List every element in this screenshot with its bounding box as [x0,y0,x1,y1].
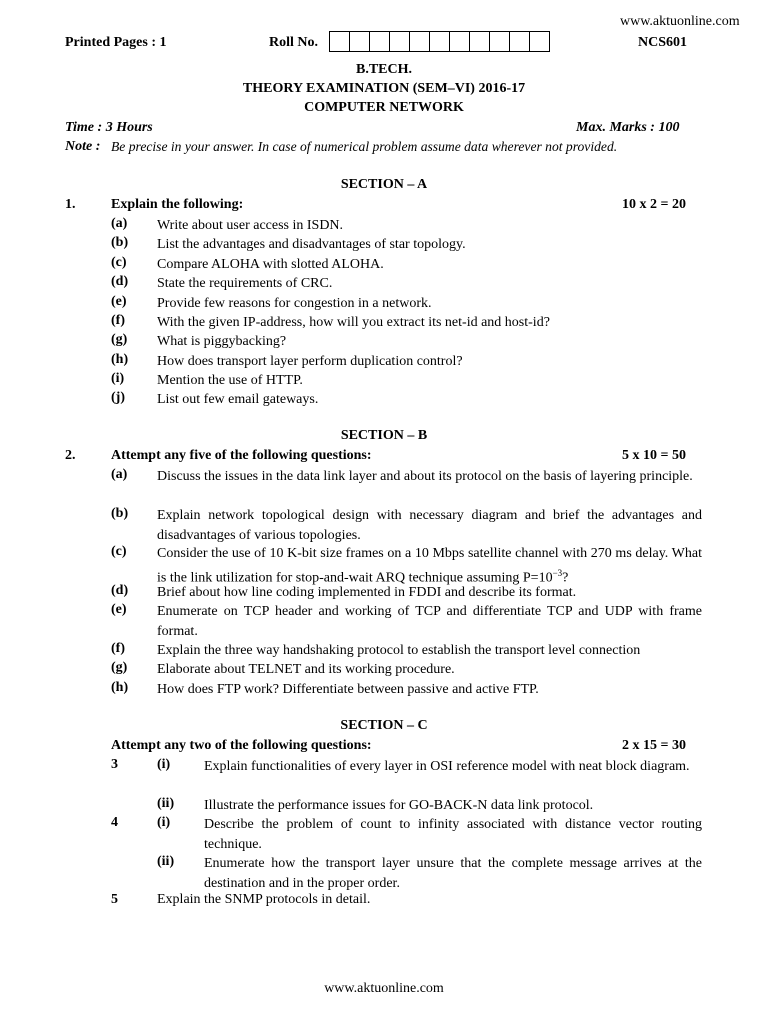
website-footer: www.aktuonline.com [324,981,444,996]
question-2-number: 2. [65,448,76,463]
roll-no-boxes [329,31,550,52]
question-3-number: 3 [111,757,118,772]
time-label: Time : 3 Hours [65,120,153,135]
section-b-title: SECTION – B [340,428,428,443]
printed-pages: Printed Pages : 1 [65,35,167,50]
subject-title: COMPUTER NETWORK [304,100,464,115]
website-top: www.aktuonline.com [620,14,740,29]
degree: B.TECH. [355,62,412,77]
section-c-title: SECTION – C [340,718,428,733]
section-b-marks: 5 x 10 = 50 [622,448,686,463]
section-c-marks: 2 x 15 = 30 [622,738,686,753]
note-label: Note : [65,139,101,154]
question-1-number: 1. [65,197,76,212]
max-marks: Max. Marks : 100 [576,120,680,135]
section-a-marks: 10 x 2 = 20 [622,197,686,212]
section-a-instruction: Explain the following: [111,197,244,212]
section-a-title: SECTION – A [340,177,428,192]
question-5-text: Explain the SNMP protocols in detail. [157,892,371,907]
note-text: Be precise in your answer. In case of numerical problem assume data wherever not provided. [111,139,618,154]
section-b-instruction: Attempt any five of the following questions: [111,448,372,463]
exam-title: THEORY EXAMINATION (SEM–VI) 2016-17 [242,81,526,96]
paper-code: NCS601 [638,35,688,50]
question-5-number: 5 [111,892,118,907]
question-4-number: 4 [111,815,118,830]
roll-no-label: Roll No. [269,35,318,50]
section-c-instruction: Attempt any two of the following questions: [111,738,372,753]
